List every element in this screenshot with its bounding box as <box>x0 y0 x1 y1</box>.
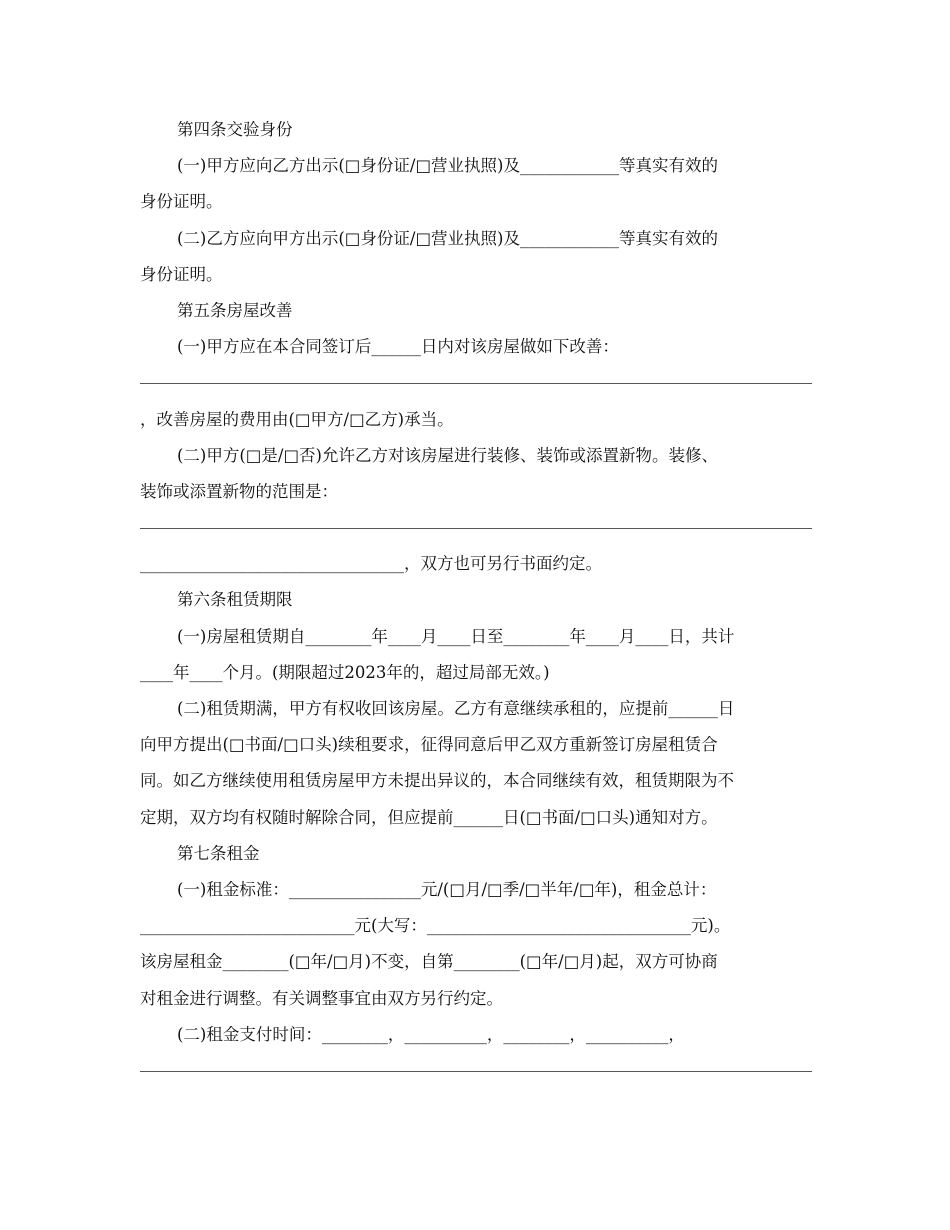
article-7-title: 第七条租金 <box>177 843 260 863</box>
article-4-clause-1-line-2: 身份证明。 <box>140 192 223 212</box>
article-4-clause-1-line-1: (一)甲方应向乙方出示(□身份证/□营业执照)及____________等真实有效的 <box>177 156 718 176</box>
fill-in-rule <box>140 1053 812 1089</box>
article-6-clause-2-line-1: (二)租赁期满，甲方有权收回该房屋。乙方有意继续承租的，应提前______日 <box>177 699 735 718</box>
article-7-clause-2-line-1: (二)租金支付时间：________，__________，________，__________， <box>177 1024 685 1044</box>
article-7-clause-1-line-4: 对租金进行调整。有关调整事宜由双方另行约定。 <box>140 988 503 1008</box>
article-6-clause-2-line-2: 向甲方提出(□书面/□口头)续租要求，征得同意后甲乙双方重新签订房屋租赁合 <box>140 735 718 755</box>
article-5-clause-2-line-2: 装饰或添置新物的范围是： <box>140 481 338 501</box>
article-6-clause-1-line-1: (一)房屋租赁期自________年____月____日至________年____月____日，共计 <box>177 626 735 646</box>
article-7-clause-1-line-1: (一)租金标准：________________元/(□月/□季/□半年/□年)，租金总计： <box>177 879 717 899</box>
article-4-clause-2-line-2: 身份证明。 <box>140 264 223 284</box>
fill-in-rule <box>140 365 812 401</box>
contract-page <box>140 112 812 1089</box>
article-5-title: 第五条房屋改善 <box>177 300 293 320</box>
article-6-clause-2-line-3: 同。如乙方继续使用租赁房屋甲方未提出异议的，本合同继续有效，租赁期限为不 <box>140 771 734 791</box>
article-5-clause-1-line-2: ，改善房屋的费用由(□甲方/□乙方)承当。 <box>140 409 454 429</box>
article-5-clause-1-line-1: (一)甲方应在本合同签订后______日内对该房屋做如下改善： <box>177 337 619 357</box>
article-6-title: 第六条租赁期限 <box>177 590 293 610</box>
article-7-clause-1-line-3: 该房屋租金________(□年/□月)不变，自第________(□年/□月)起，双方可协商 <box>140 952 718 972</box>
article-5-clause-2-line-3: ________________________________，双方也可另行书面约定。 <box>140 554 602 574</box>
article-6-clause-1-line-2: ____年____个月。(期限超过2023年的，超过局部无效。) <box>140 662 550 682</box>
article-7-clause-1-line-2: __________________________元(大写：________________________________元)。 <box>140 916 731 936</box>
article-4-title: 第四条交验身份 <box>177 120 293 139</box>
fill-in-rule <box>140 510 812 546</box>
article-6-clause-2-line-4: 定期，双方均有权随时解除合同，但应提前______日(□书面/□口头)通知对方。 <box>140 807 718 827</box>
article-5-clause-2-line-1: (二)甲方(□是/□否)允许乙方对该房屋进行装修、装饰或添置新物。装修、 <box>177 445 718 465</box>
article-4-clause-2-line-1: (二)乙方应向甲方出示(□身份证/□营业执照)及____________等真实有效的 <box>177 228 718 248</box>
